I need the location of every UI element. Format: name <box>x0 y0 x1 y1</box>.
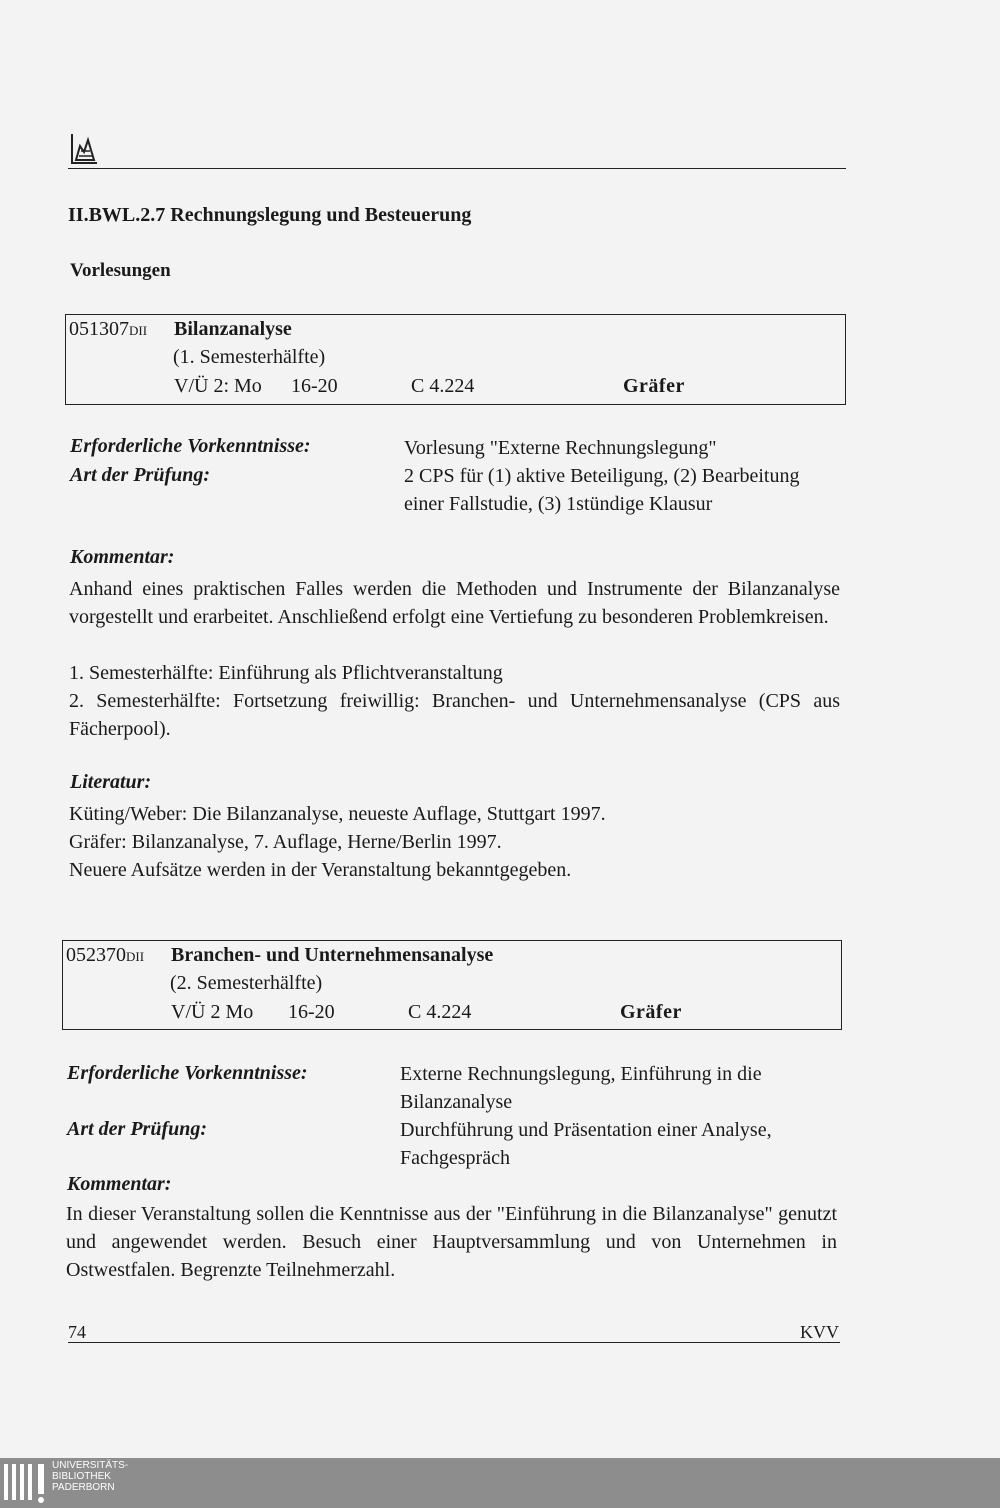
exam-label: Art der Prüfung: <box>67 1118 208 1140</box>
section-title: II.BWL.2.7 Rechnungslegung und Besteuerung <box>68 204 472 226</box>
exam-line: 2 CPS für (1) aktive Beteiligung, (2) Bearbeitung <box>404 465 800 487</box>
course-id-suffix: DII <box>126 949 145 964</box>
prereq-line: Bilanzanalyse <box>400 1091 513 1113</box>
prereq-label: Erforderliche Vorkenntnisse: <box>70 435 311 457</box>
top-rule <box>68 168 846 169</box>
comment-paragraph: 1. Semesterhälfte: Einführung als Pflichtveranstaltung <box>69 662 503 684</box>
course-title: Bilanzanalyse <box>174 318 292 340</box>
library-bar <box>0 1458 1000 1508</box>
footer-label: KVV <box>800 1322 839 1342</box>
comment-label: Kommentar: <box>70 546 175 568</box>
course-room: C 4.224 <box>408 1001 472 1023</box>
course-box-branchenanalyse <box>62 940 842 1030</box>
bottom-rule <box>68 1342 840 1343</box>
exam-line: Fachgespräch <box>400 1147 510 1169</box>
comment-label: Kommentar: <box>67 1173 172 1195</box>
course-lecturer: Gräfer <box>623 375 685 397</box>
exam-line: einer Fallstudie, (3) 1stündige Klausur <box>404 493 713 515</box>
comment-paragraph: Anhand eines praktischen Falles werden die Methoden und Instrumente der Bilanzanalyse vorgestellt und erarbeitet. Anschließend erfolgt eine Vertiefung zu besonderen Problemkreisen. <box>69 578 840 628</box>
course-id: 051307DII <box>69 318 148 340</box>
course-id: 052370DII <box>66 944 145 966</box>
course-title: Branchen- und Unternehmensanalyse <box>171 944 494 966</box>
course-semester: (1. Semesterhälfte) <box>173 346 326 368</box>
literature-item: Küting/Weber: Die Bilanzanalyse, neueste Auflage, Stuttgart 1997. <box>69 803 606 825</box>
course-mode: V/Ü 2: Mo <box>174 375 262 397</box>
course-time: 16-20 <box>288 1001 335 1023</box>
course-box-bilanzanalyse <box>65 314 846 405</box>
course-mode: V/Ü 2 Mo <box>171 1001 254 1023</box>
comment-paragraph: In dieser Veranstaltung sollen die Kenntnisse aus der "Einführung in die Bilanzanalyse" genutzt und angewendet werden. Besuch einer Hauptversammlung und von Unternehmen in Ostwestfalen. Begrenzte Teilnehmerzahl. <box>66 1203 837 1281</box>
course-time: 16-20 <box>291 375 338 397</box>
subheading-lectures: Vorlesungen <box>70 260 171 281</box>
comment-paragraph: 2. Semesterhälfte: Fortsetzung freiwillig: Branchen- und Unternehmensanalyse (CPS aus Fächerpool). <box>69 690 840 740</box>
library-logo-icon <box>4 1460 48 1504</box>
prereq-text: Vorlesung "Externe Rechnungslegung" <box>404 437 717 459</box>
literature-label: Literatur: <box>70 771 152 793</box>
course-semester: (2. Semesterhälfte) <box>170 972 323 994</box>
page-number: 74 <box>68 1322 86 1342</box>
university-logo-icon <box>70 132 98 166</box>
course-id-suffix: DII <box>129 323 148 338</box>
exam-label: Art der Prüfung: <box>70 464 211 486</box>
course-lecturer: Gräfer <box>620 1001 682 1023</box>
prereq-line: Externe Rechnungslegung, Einführung in die <box>400 1063 762 1085</box>
exam-line: Durchführung und Präsentation einer Analyse, <box>400 1119 772 1141</box>
literature-item: Gräfer: Bilanzanalyse, 7. Auflage, Herne/Berlin 1997. <box>69 831 502 853</box>
literature-item: Neuere Aufsätze werden in der Veranstaltung bekanntgegeben. <box>69 859 572 881</box>
course-room: C 4.224 <box>411 375 475 397</box>
prereq-label: Erforderliche Vorkenntnisse: <box>67 1062 308 1084</box>
library-name: UNIVERSITÄTS- BIBLIOTHEK PADERBORN <box>52 1460 129 1493</box>
